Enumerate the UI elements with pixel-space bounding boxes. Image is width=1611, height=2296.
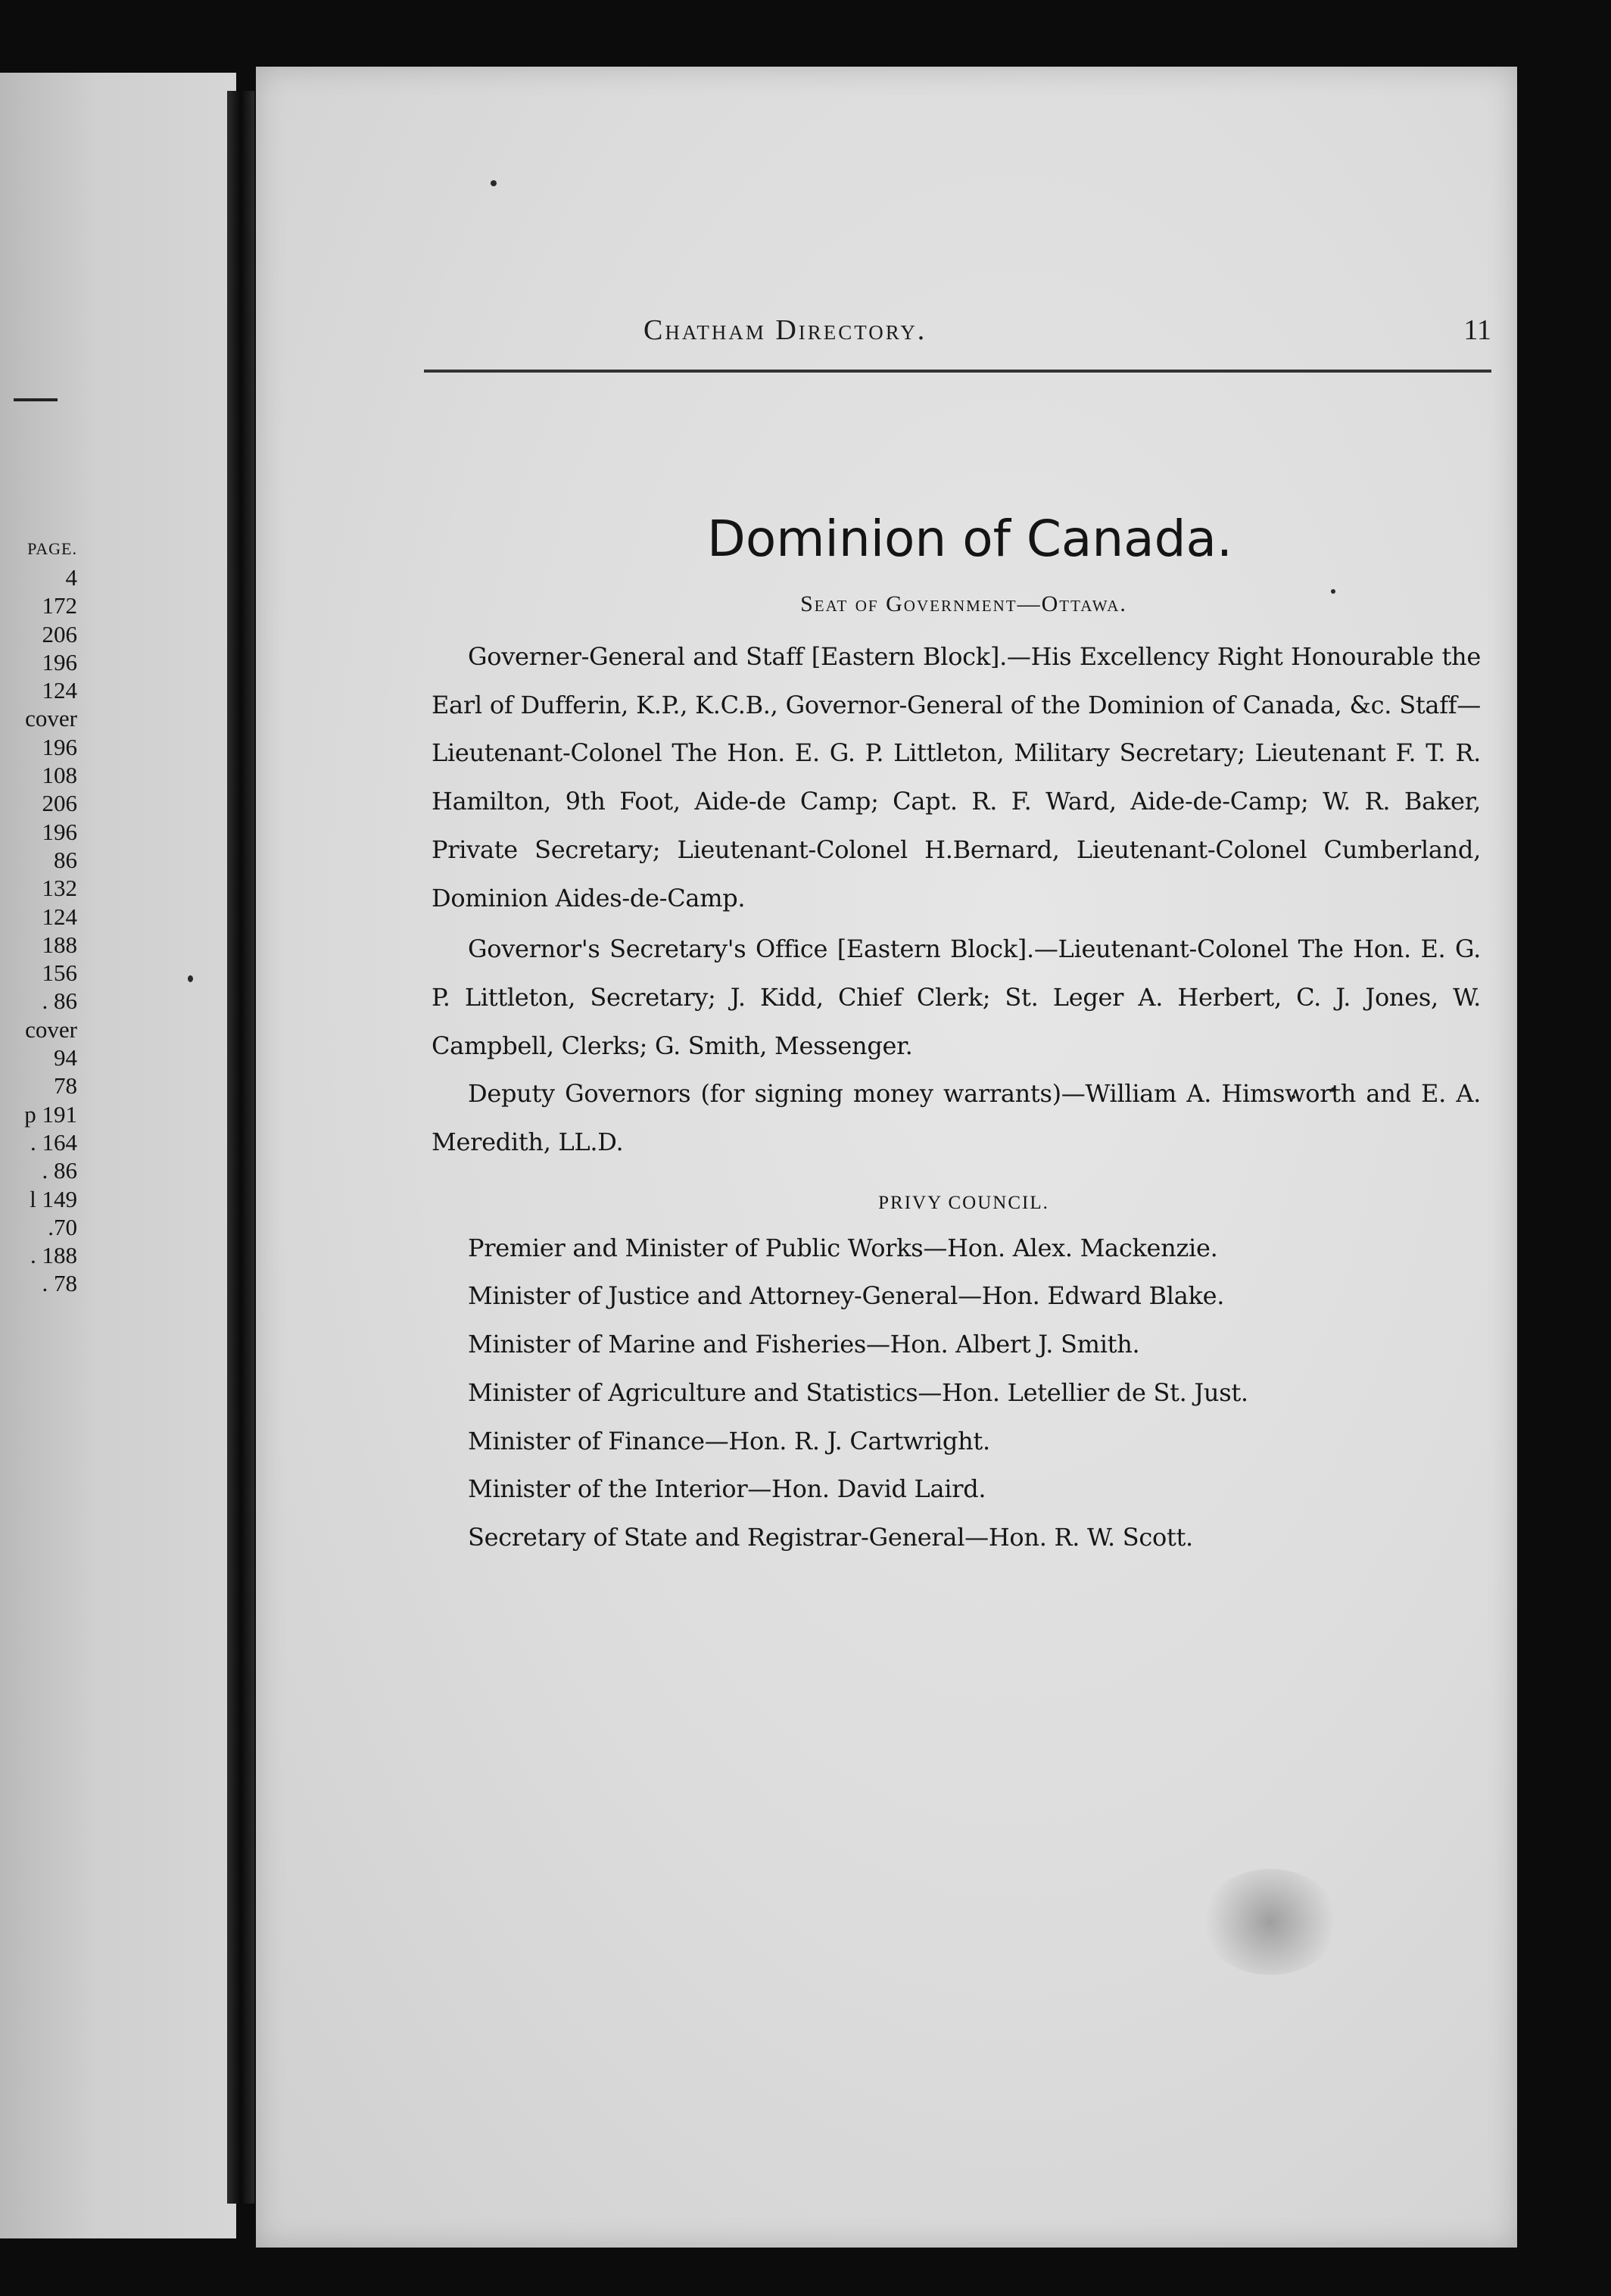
left-page-number: 196: [42, 648, 77, 675]
left-page-number: 156: [42, 959, 77, 987]
left-page-number: . 78: [42, 1270, 77, 1297]
left-page-number: .70: [48, 1213, 77, 1240]
main-page: [256, 67, 1517, 2248]
left-page-number: 94: [54, 1044, 77, 1072]
left-page-number: 124: [42, 677, 77, 704]
left-page-number: . 188: [30, 1242, 77, 1269]
paragraph-governor-general: Governer-General and Staff [Eastern Block].—His Excellency Right Honourable the Earl of Dufferin, K.P., K.C.B., Governor-General of the Dominion of Canada, &c. Staff—Lieutenant-Colonel The Hon. E. G. P. Littleton, Military Secretary; Lieutenant F. T. R. Hamilton, 9th Foot, Aide-de Camp; Capt. R. F. Ward, Aide-de-Camp; W. R. Baker, Private Secretary; Lieutenant-Colonel H.Bernard, Lieutenant-Colonel Cumberland, Dominion Aides-de-Camp.: [432, 642, 1481, 912]
page-content: [432, 504, 1481, 1562]
book-gutter: [227, 91, 254, 2204]
dust-speck: [188, 975, 193, 982]
paragraph-premier: Premier and Minister of Public Works—Hon. Alex. Mackenzie.: [468, 1233, 1218, 1262]
paragraph-minister-marine: Minister of Marine and Fisheries—Hon. Albert J. Smith.: [468, 1330, 1140, 1359]
left-page-number: cover: [25, 1015, 77, 1043]
left-page-number: 78: [54, 1072, 77, 1100]
page-number: 11: [1463, 314, 1491, 346]
left-page-number: 124: [42, 903, 77, 930]
left-page-number: 4: [65, 564, 77, 591]
left-page-number: 86: [54, 846, 77, 873]
left-page-number: p 191: [24, 1100, 77, 1128]
left-page-number: . 164: [30, 1128, 77, 1156]
page-title: Dominion of Canada.: [707, 510, 1232, 568]
left-page-number: 206: [42, 790, 77, 817]
paragraph-minister-interior: Minister of the Interior—Hon. David Laird.: [468, 1474, 986, 1504]
seat-of-government-heading: Seat of Government—Ottawa.: [800, 591, 1127, 616]
paragraph-minister-justice: Minister of Justice and Attorney-General—Hon. Edward Blake.: [468, 1281, 1225, 1311]
paragraph-secretarys-office: Governor's Secretary's Office [Eastern Block].—Lieutenant-Colonel The Hon. E. G. P. Littleton, Secretary; J. Kidd, Chief Clerk; St. Leger A. Herbert, C. J. Jones, W. Campbell, Clerks; G. Smith, Messenger.: [432, 934, 1481, 1060]
left-page-number: 196: [42, 818, 77, 845]
paragraph-deputy-governors: Deputy Governors (for signing money warrants)—William A. Himsworth and E. A. Meredith, LL.D.: [432, 1079, 1481, 1157]
left-page-number: cover: [25, 705, 77, 732]
left-page-rule: [14, 398, 58, 401]
left-page-number: 196: [42, 733, 77, 760]
left-page-number: l 149: [30, 1185, 77, 1212]
left-page-number: 188: [42, 931, 77, 958]
privy-council-heading: PRIVY COUNCIL.: [878, 1192, 1049, 1213]
spacer: [432, 1167, 1481, 1182]
running-head-title: Chatham Directory.: [643, 314, 927, 346]
adjacent-left-page: [0, 73, 236, 2238]
paragraph-minister-finance: Minister of Finance—Hon. R. J. Cartwright.: [468, 1426, 990, 1455]
left-page-number: 132: [42, 875, 77, 902]
left-page-number: . 86: [42, 1157, 77, 1184]
ink-smudge: [1202, 1869, 1338, 1975]
dust-speck: [491, 180, 497, 186]
left-page-number: . 86: [42, 987, 77, 1015]
running-head: [643, 314, 1491, 359]
left-page-header: PAGE.: [27, 539, 77, 558]
scan-background-right: [1517, 67, 1611, 2296]
paragraph-secretary-of-state: Secretary of State and Registrar-General—Hon. R. W. Scott.: [468, 1522, 1193, 1552]
left-page-number: 172: [42, 592, 77, 619]
left-page-number: 206: [42, 620, 77, 647]
left-page-column: [0, 536, 77, 1298]
left-page-number: 108: [42, 762, 77, 789]
header-rule: [424, 370, 1491, 373]
paragraph-minister-agriculture: Minister of Agriculture and Statistics—Hon. Letellier de St. Just.: [468, 1377, 1248, 1407]
